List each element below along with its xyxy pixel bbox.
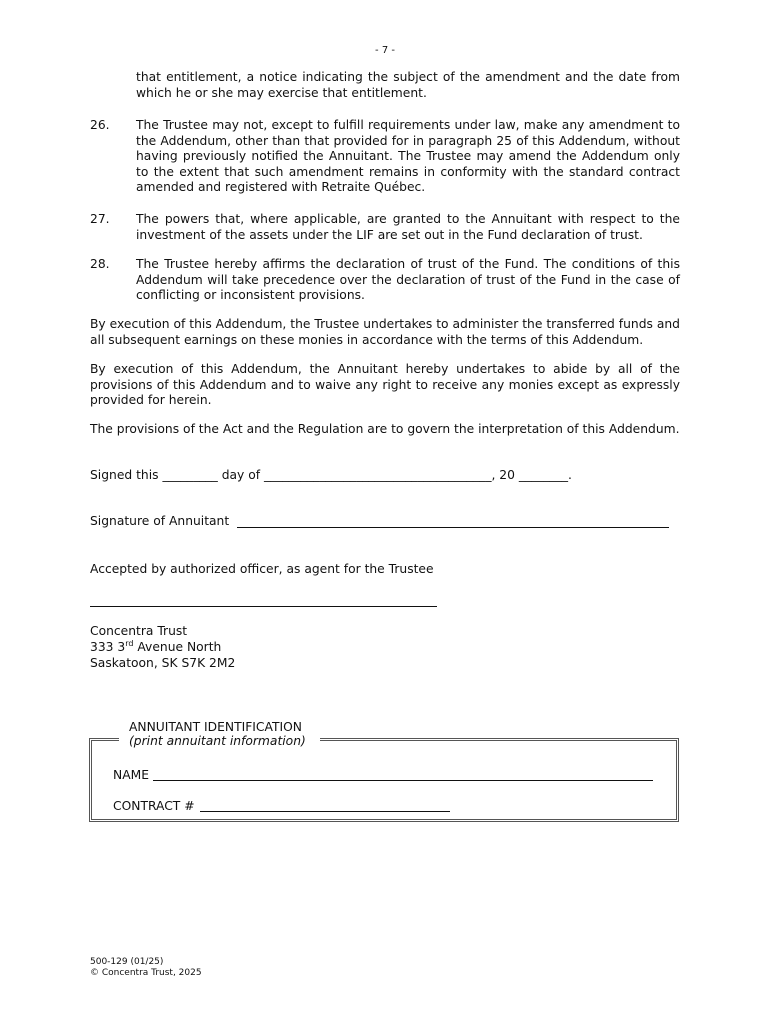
annuitant-undertaking-paragraph: By execution of this Addendum, the Annuitant hereby undertakes to abide by all of the provisions of this Addendum and to waive any right to receive any monies except as expressly provided for herein.	[90, 362, 680, 408]
copyright: © Concentra Trust, 2025	[90, 968, 202, 978]
name-field-line[interactable]	[153, 780, 653, 781]
item-26-text: The Trustee may not, except to fulfill requirements under law, make any amendment to the Addendum, other than that provided for in paragraph 25 of this Addendum, without having previously notified the Annuitant. The Trustee may amend the Addendum only to the extent that such amendment remains in conformity with the standard contract amended and registered with Retraite Québec.	[136, 118, 680, 195]
signature-line[interactable]	[237, 527, 669, 528]
name-label: NAME	[113, 768, 149, 782]
accepted-label: Accepted by authorized officer, as agent for the Trustee	[90, 562, 434, 576]
id-box-title: ANNUITANT IDENTIFICATION	[129, 720, 302, 734]
id-box-subtitle: (print annuitant information)	[129, 734, 306, 748]
trust-name: Concentra Trust	[90, 624, 188, 638]
item-28-number: 28.	[90, 257, 110, 271]
continuation-text: that entitlement, a notice indicating the subject of the amendment and the date from which he or she may exercise that entitlement.	[136, 70, 680, 100]
signature-label: Signature of Annuitant	[90, 514, 230, 528]
item-26-number: 26.	[90, 118, 110, 132]
item-28-text: The Trustee hereby affirms the declaration of trust of the Fund. The conditions of this Addendum will take precedence over the declaration of trust of the Fund in the case of conflicting or inconsistent provisions.	[136, 257, 680, 303]
page-number: - 7 -	[375, 45, 395, 56]
trustee-undertaking-paragraph: By execution of this Addendum, the Trustee undertakes to administer the transferred funds and all subsequent earnings on these monies in accordance with the terms of this Addendum.	[90, 317, 680, 347]
city-address: Saskatoon, SK S7K 2M2	[90, 656, 236, 670]
governing-provisions-paragraph: The provisions of the Act and the Regulation are to govern the interpretation of this Addendum.	[90, 422, 680, 436]
contract-field-line[interactable]	[200, 811, 450, 812]
contract-label: CONTRACT #	[113, 799, 195, 813]
signed-date-line[interactable]: Signed this _________ day of _____________________________________, 20 ________.	[90, 468, 572, 482]
item-27-number: 27.	[90, 212, 110, 226]
officer-signature-line[interactable]	[90, 606, 437, 607]
form-code: 500-129 (01/25)	[90, 957, 164, 967]
item-27-text: The powers that, where applicable, are granted to the Annuitant with respect to the investment of the assets under the LIF are set out in the Fund declaration of trust.	[136, 212, 680, 242]
street-address: 333 3rd Avenue North	[90, 638, 222, 654]
